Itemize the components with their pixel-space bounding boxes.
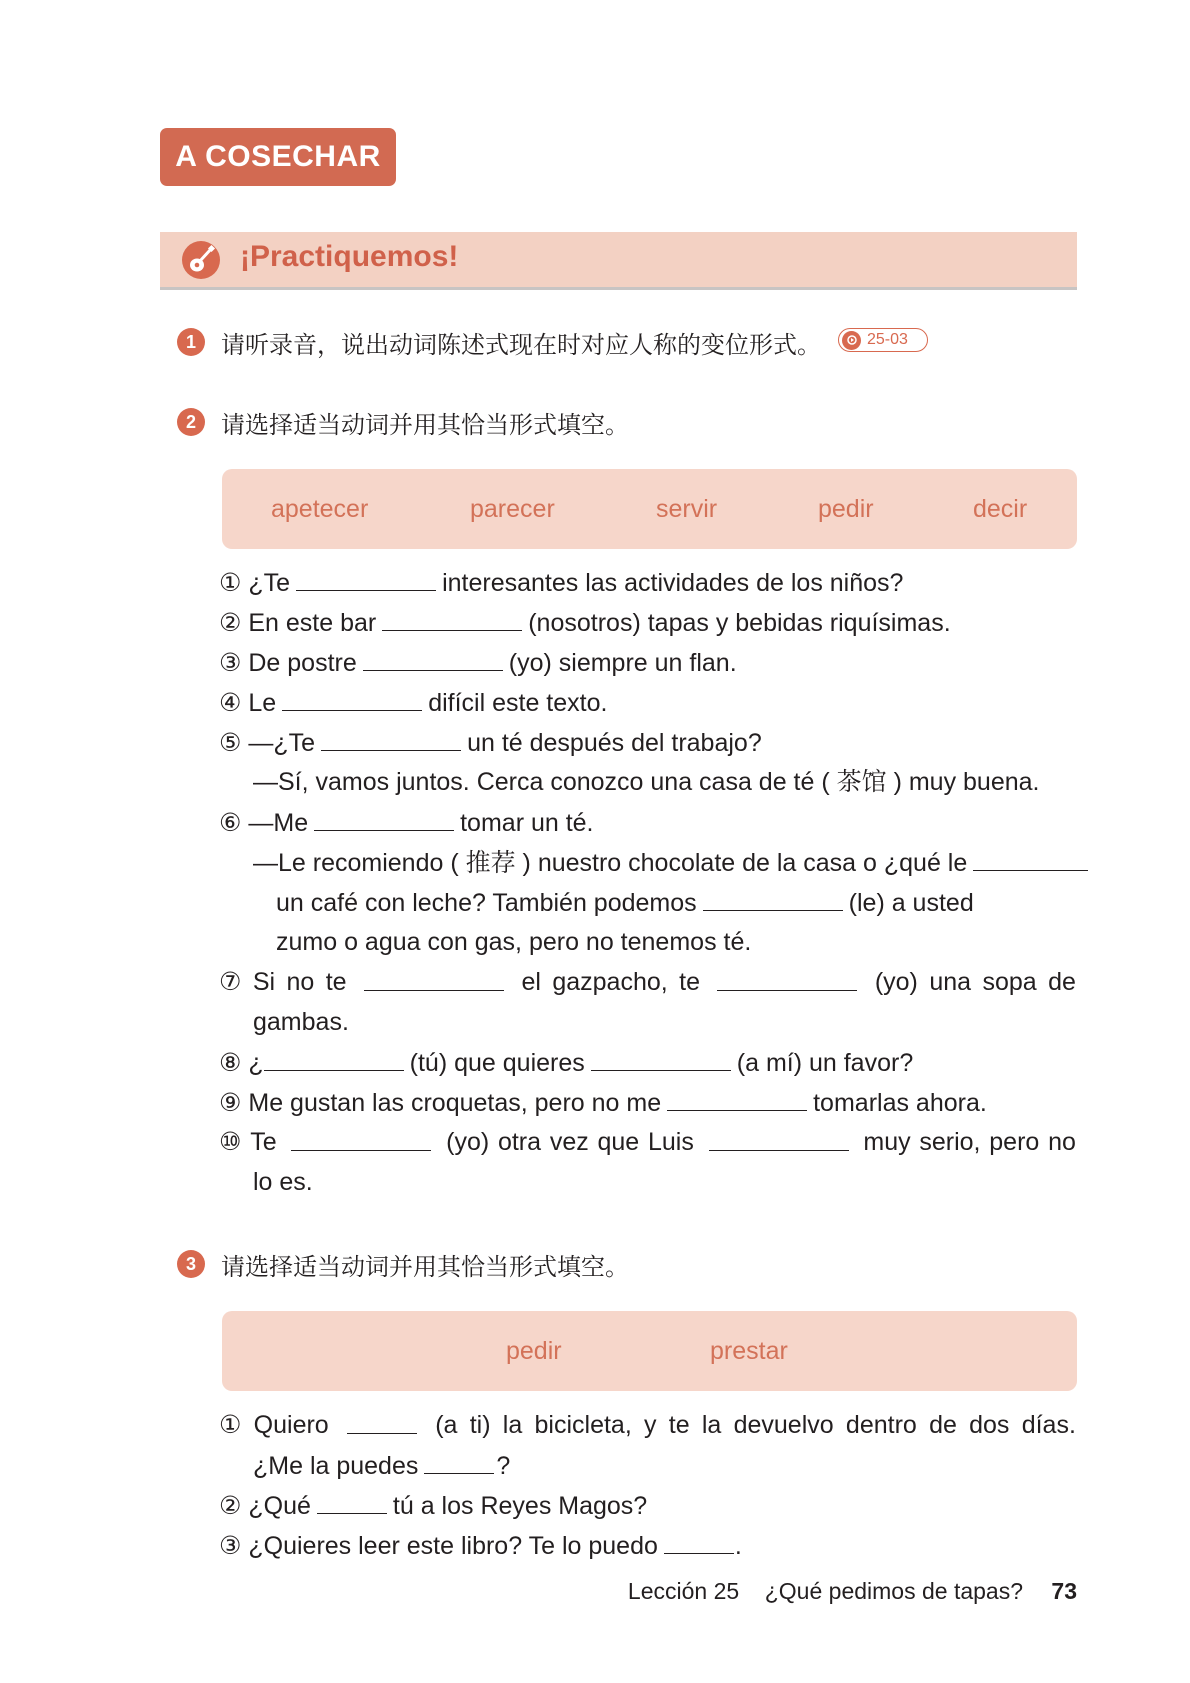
exercise-2-item-5: ⑤ —¿Te un té después del trabajo? [219,722,762,763]
exercise-2-item-7-cont: gambas. [253,1008,349,1036]
exercise-2-item-8: ⑧ ¿ (tú) que quieres (a mí) un favor? [219,1042,913,1083]
exercise-2-item-10: ⑩ Te (yo) otra vez que Luis muy serio, pero no [219,1122,1076,1162]
exercise-2-number: 2 [177,408,205,436]
exercise-2-item-6-reply-3: zumo o agua con gas, pero no tenemos té. [276,928,752,956]
answer-blank[interactable] [973,842,1088,871]
answer-blank[interactable] [317,1485,387,1514]
exercise-3-number: 3 [177,1250,205,1278]
exercise-3-item-1: ① Quiero (a ti) la bicicleta, y te la devuelvo dentro de dos días. [219,1405,1076,1445]
exercise-2-item-6: ⑥ —Me tomar un té. [219,802,594,843]
exercise-2-item-6-reply-1: —Le recomiendo ( 推荐 ) nuestro chocolate de la casa o ¿qué le [253,842,1088,883]
answer-blank[interactable] [282,682,422,711]
answer-blank[interactable] [664,1525,734,1554]
answer-blank[interactable] [363,642,503,671]
exercise-2-item-2: ② En este bar (nosotros) tapas y bebidas riquísimas. [219,602,951,643]
answer-blank[interactable] [296,562,436,591]
exercise-1-instruction: 请听录音，说出动词陈述式现在时对应人称的变位形式。 [221,332,821,359]
answer-blank[interactable] [321,722,461,751]
footer-title: ¿Qué pedimos de tapas? [764,1578,1024,1604]
exercise-2-item-7: ⑦ Si no te el gazpacho, te (yo) una sopa de [219,962,1076,1002]
exercise-2-instruction: 请选择适当动词并用其恰当形式填空。 [221,412,629,439]
exercise-2-item-5-reply: —Sí, vamos juntos. Cerca conozco una casa de té ( 茶馆 ) muy buena. [253,768,1040,796]
answer-blank[interactable] [291,1122,431,1151]
answer-blank[interactable] [424,1445,494,1474]
answer-blank[interactable] [709,1122,849,1151]
page-number: 73 [1051,1578,1077,1604]
exercise-3-item-2: ② ¿Qué tú a los Reyes Magos? [219,1485,647,1526]
answer-blank[interactable] [591,1042,731,1071]
guitar-icon [181,240,221,280]
exercise-2-item-1: ① ¿Te interesantes las actividades de los niños? [219,562,903,603]
answer-blank[interactable] [364,962,504,991]
exercise-3-instruction: 请选择适当动词并用其恰当形式填空。 [221,1254,629,1281]
audio-track-button[interactable] [838,328,928,352]
answer-blank[interactable] [717,962,857,991]
play-icon [842,331,861,350]
audio-track-code: 25-03 [867,331,908,348]
word-bank-item: apetecer [271,495,369,523]
answer-blank[interactable] [347,1405,417,1434]
footer-lesson: Lección 25 [627,1578,740,1604]
word-bank-3 [222,1311,1077,1391]
word-bank-item: prestar [710,1337,788,1365]
answer-blank[interactable] [667,1082,807,1111]
answer-blank[interactable] [703,882,843,911]
exercise-1-number: 1 [177,328,205,356]
exercise-2-item-4: ④ Le difícil este texto. [219,682,607,723]
answer-blank[interactable] [314,802,454,831]
section-tag: A COSECHAR [160,128,396,186]
practice-header-band [160,232,1077,290]
exercise-3-item-3: ③ ¿Quieres leer este libro? Te lo puedo . [219,1525,742,1566]
word-bank-item: pedir [506,1337,562,1365]
word-bank-item: servir [656,495,718,523]
page-footer [628,1578,1077,1605]
practice-title: ¡Practiquemos! [240,240,459,273]
word-bank-item: pedir [818,495,874,523]
word-bank-item: parecer [470,495,555,523]
answer-blank[interactable] [382,602,522,631]
answer-blank[interactable] [264,1042,404,1071]
exercise-2-item-9: ⑨ Me gustan las croquetas, pero no me tomarlas ahora. [219,1082,987,1123]
exercise-2-item-10-cont: lo es. [253,1168,313,1196]
word-bank-2 [222,469,1077,549]
exercise-2-item-3: ③ De postre (yo) siempre un flan. [219,642,737,683]
exercise-3-item-1-cont: ¿Me la puedes ? [253,1445,510,1486]
word-bank-item: decir [973,495,1028,523]
exercise-2-item-6-reply-2: un café con leche? También podemos (le) a usted [276,882,974,923]
